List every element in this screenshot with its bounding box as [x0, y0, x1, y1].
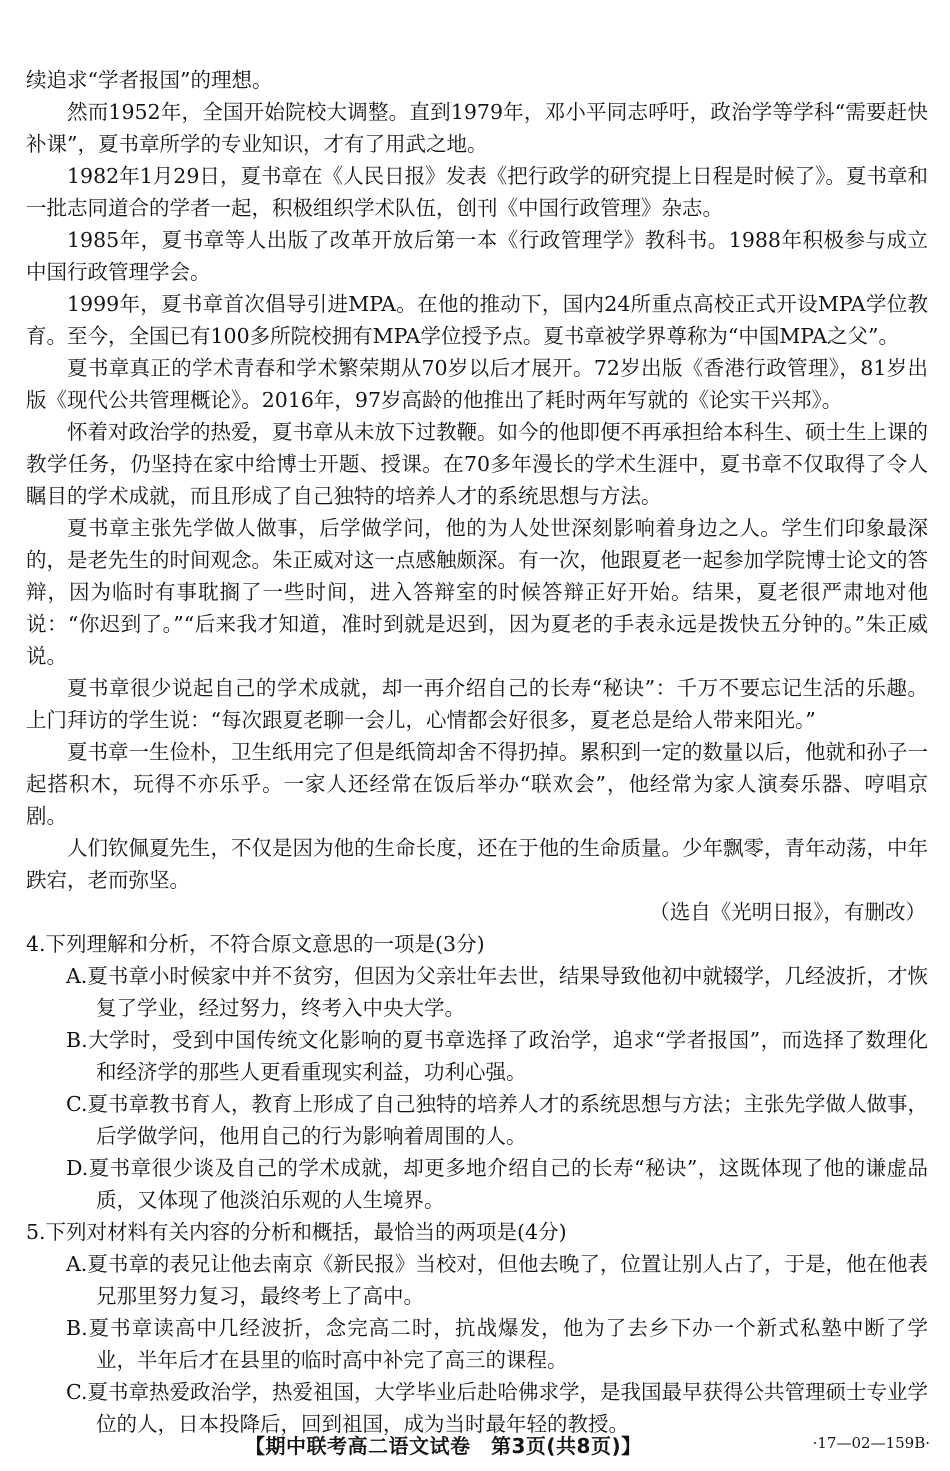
- option-d: D.夏书章很少谈及自己的学术成就，却更多地介绍自己的长寿“秘诀”，这既体现了他的谦虚品质，又体现了他淡泊乐观的人生境界。: [66, 1156, 928, 1212]
- question-4: [26, 928, 928, 1216]
- option-a: A.夏书章小时候家中并不贫穷，但因为父亲壮年去世，结果导致他初中就辍学，几经波折，才恢复了学业，经过努力，终考入中央大学。: [66, 964, 928, 1020]
- article-paragraph: 夏书章主张先学做人做事，后学做学问，他的为人处世深刻影响着身边之人。学生们印象最深的，是老先生的时间观念。朱正威对这一点感触颇深。有一次，他跟夏老一起参加学院博士论文的答辩，因为临时有事耽搁了一些时间，进入答辩室的时候答辩正好开始。结果，夏老很严肃地对他说：“你迟到了。”“后来我才知道，准时到就是迟到，因为夏老的手表永远是拨快五分钟的。”朱正威说。: [26, 516, 928, 668]
- article-paragraph: 1999年，夏书章首次倡导引进MPA。在他的推动下，国内24所重点高校正式开设MPA学位教育。至今，全国已有100多所院校拥有MPA学位授予点。夏书章被学界尊称为“中国MPA之父”。: [26, 292, 928, 348]
- article-paragraph: 然而1952年，全国开始院校大调整。直到1979年，邓小平同志呼吁，政治学等学科“需要赶快补课”，夏书章所学的专业知识，才有了用武之地。: [26, 100, 928, 156]
- page-footer: [0, 1426, 950, 1460]
- question-stem: 4.下列理解和分析，不符合原文意思的一项是(3分): [26, 932, 485, 956]
- option-c: C.夏书章热爱政治学，热爱祖国，大学毕业后赴哈佛求学，是我国最早获得公共管理硕士专业学位的人，日本投降后，回到祖国，成为当时最年轻的教授。: [66, 1380, 928, 1436]
- article-paragraph: 续追求“学者报国”的理想。: [26, 68, 273, 92]
- question-stem: 5.下列对材料有关内容的分析和概括，最恰当的两项是(4分): [26, 1220, 567, 1244]
- article-source: （选自《光明日报》，有删改）: [649, 900, 926, 924]
- article-paragraph: 1982年1月29日，夏书章在《人民日报》发表《把行政学的研究提上日程是时候了》。夏书章和一批志同道合的学者一起，积极组织学术队伍，创刊《中国行政管理》杂志。: [26, 164, 928, 220]
- article-body: [26, 64, 928, 928]
- question-5: [26, 1216, 928, 1440]
- footer-title: 【期中联考高二语文试卷 第3页(共8页)】: [245, 1434, 642, 1458]
- option-b: B.夏书章读高中几经波折，念完高二时，抗战爆发，他为了去乡下办一个新式私塾中断了学业，半年后才在县里的临时高中补完了高三的课程。: [66, 1316, 928, 1372]
- footer-code: ·17—02—159B·: [812, 1434, 930, 1452]
- article-paragraph: 怀着对政治学的热爱，夏书章从未放下过教鞭。如今的他即便不再承担给本科生、硕士生上课的教学任务，仍坚持在家中给博士开题、授课。在70多年漫长的学术生涯中，夏书章不仅取得了令人瞩目的学术成就，而且形成了自己独特的培养人才的系统思想与方法。: [26, 420, 928, 508]
- article-paragraph: 1985年，夏书章等人出版了改革开放后第一本《行政管理学》教科书。1988年积极参与成立中国行政管理学会。: [26, 228, 928, 284]
- exam-page: [26, 64, 928, 1440]
- article-paragraph: 夏书章一生俭朴，卫生纸用完了但是纸筒却舍不得扔掉。累积到一定的数量以后，他就和孙子一起搭积木，玩得不亦乐乎。一家人还经常在饭后举办“联欢会”，他经常为家人演奏乐器、哼唱京剧。: [26, 740, 928, 828]
- article-paragraph: 人们钦佩夏先生，不仅是因为他的生命长度，还在于他的生命质量。少年飘零，青年动荡，中年跌宕，老而弥坚。: [26, 836, 928, 892]
- article-paragraph: 夏书章真正的学术青春和学术繁荣期从70岁以后才展开。72岁出版《香港行政管理》，81岁出版《现代公共管理概论》。2016年，97岁高龄的他推出了耗时两年写就的《论实干兴邦》。: [26, 356, 928, 412]
- option-b: B.大学时，受到中国传统文化影响的夏书章选择了政治学，追求“学者报国”，而选择了数理化和经济学的那些人更看重现实利益，功利心强。: [66, 1028, 928, 1084]
- option-a: A.夏书章的表兄让他去南京《新民报》当校对，但他去晚了，位置让别人占了，于是，他在他表兄那里努力复习，最终考上了高中。: [66, 1252, 928, 1308]
- article-paragraph: 夏书章很少说起自己的学术成就，却一再介绍自己的长寿“秘诀”：千万不要忘记生活的乐趣。上门拜访的学生说：“每次跟夏老聊一会儿，心情都会好很多，夏老总是给人带来阳光。”: [26, 676, 928, 732]
- option-c: C.夏书章教书育人，教育上形成了自己独特的培养人才的系统思想与方法；主张先学做人做事，后学做学问，他用自己的行为影响着周围的人。: [66, 1092, 928, 1148]
